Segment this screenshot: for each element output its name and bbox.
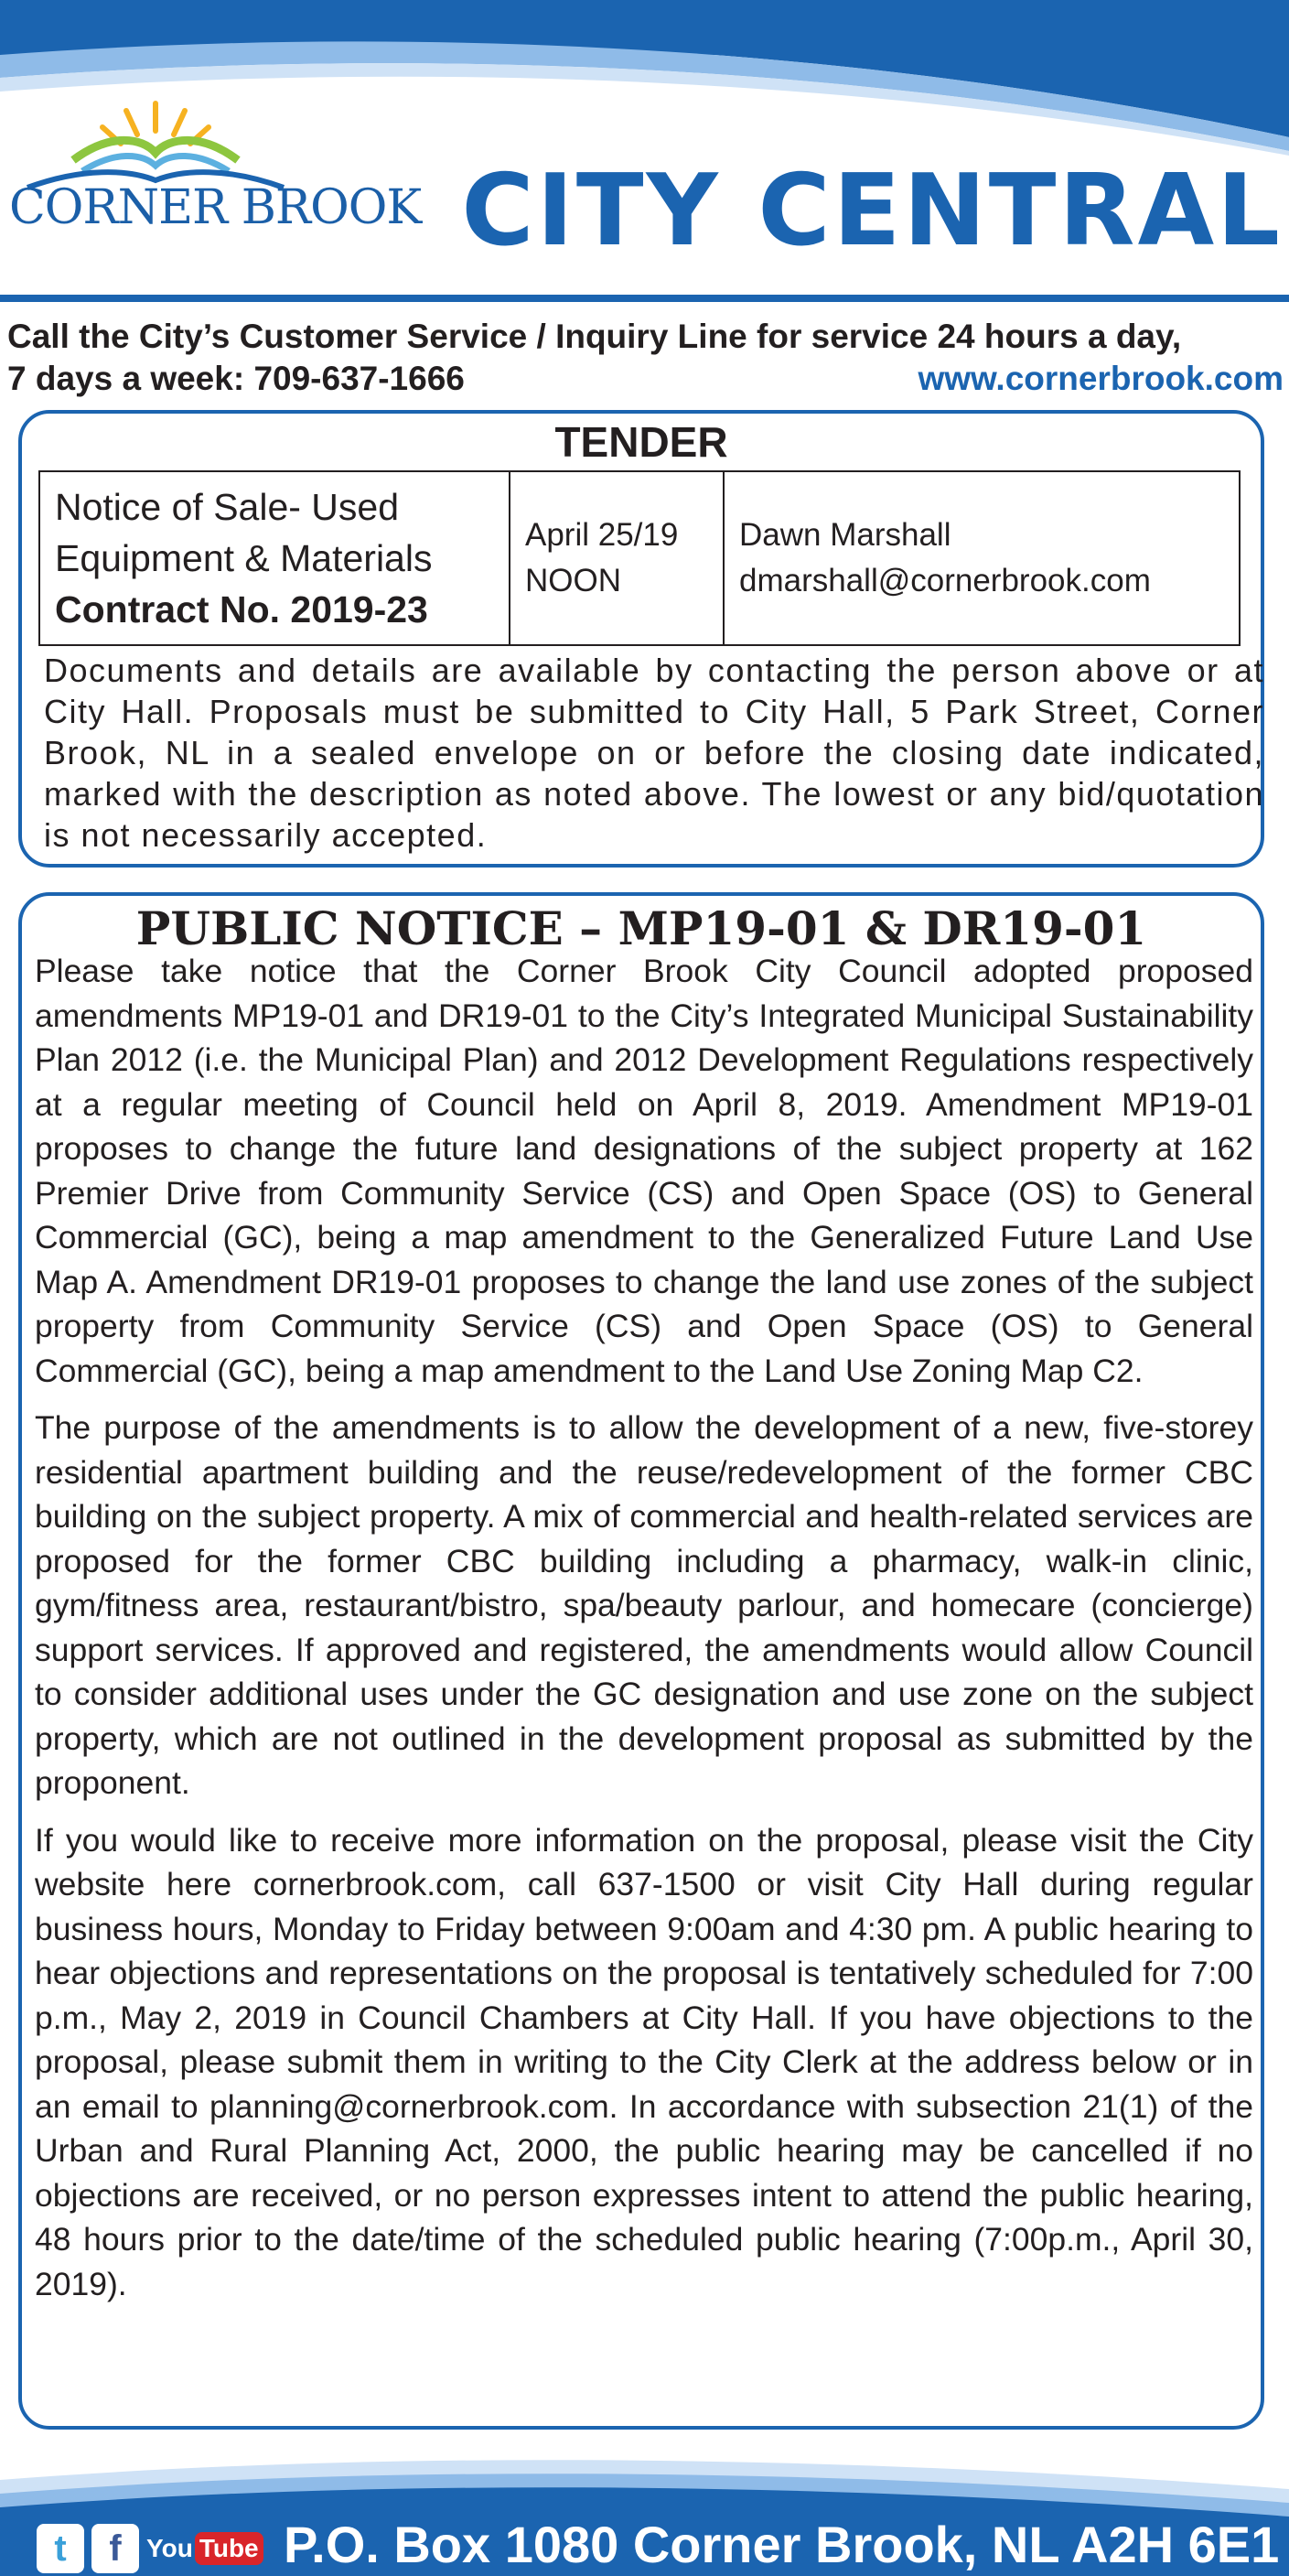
service-phone-text: 7 days a week: 709-637-1666 [7, 360, 465, 397]
tender-description-cell [39, 471, 510, 645]
public-notice-body [35, 949, 1253, 2319]
social-icons [37, 2524, 263, 2573]
twitter-icon[interactable]: t [37, 2524, 84, 2573]
closing-date: April 25/19 [525, 517, 679, 553]
public-notice-heading: PUBLIC NOTICE – MP19-01 & DR19-01 [135, 901, 1147, 955]
corner-brook-logo [9, 96, 439, 270]
notice-paragraph: Please take notice that the Corner Brook City Council adopted proposed amendments MP19-01 and DR19-01 to the City’s Integrated Municipal Sustainability Plan 2012 (i.e. the Municipal Plan) and 2012 Development Regulations respectively at a regular meeting of Council held on April 8, 2019. Amendment MP19-01 proposes to change the future land designations of the subject property at 162 Premier Drive from Community Service (CS) and Open Space (OS) to General Commercial (GC), being a map amendment to the Generalized Future Land Use Map A. Amendment DR19-01 proposes to change the land use zones of the subject property from Community Service (CS) and Open Space (OS) to General Commercial (GC), being a map amendment to the Land Use Zoning Map C2. [35, 953, 1253, 1389]
header-divider [0, 295, 1289, 302]
youtube-you-text: You [146, 2534, 193, 2562]
youtube-tube-text: Tube [195, 2532, 263, 2565]
table-row [39, 471, 1240, 645]
notice-paragraph: The purpose of the amendments is to allow the development of a new, five-storey residential apartment building and the reuse/redevelopment of the former CBC building on the subject property. A mix of commercial and health-related services are proposed for the former CBC building including a pharmacy, walk-in clinic, gym/fitness area, restaurant/bistro, spa/beauty parlour, and homecare (concierge) support services. If approved and registered, the amendments would allow Council to consider additional uses under the GC designation and use zone on the subject property, which are not outlined in the development proposal as submitted by the proponent. [35, 1409, 1253, 1801]
contact-name: Dawn Marshall [739, 517, 951, 553]
masthead-title: CITY CENTRAL [461, 154, 1283, 268]
tender-section [18, 410, 1264, 868]
tender-heading: TENDER [554, 418, 728, 466]
contact-cell [724, 471, 1240, 645]
mailing-address: P.O. Box 1080 Corner Brook, NL A2H 6E1 [284, 2516, 1280, 2573]
tender-description-line: Notice of Sale- Used [55, 486, 400, 528]
customer-service-line [7, 316, 1284, 400]
contact-email-link[interactable]: dmarshall@cornerbrook.com [739, 563, 1151, 598]
logo-wordmark: CORNER BROOK [9, 180, 422, 235]
tender-table [38, 470, 1241, 646]
public-notice-section [18, 892, 1264, 2430]
closing-time: NOON [525, 563, 621, 598]
notice-paragraph: If you would like to receive more information on the proposal, please visit the City website here cornerbrook.com, call 637-1500 or visit City Hall during regular business hours, Monday to Friday between 9:00am and 4:30 pm. A public hearing to hear objections and representations on the proposal is tentatively scheduled for 7:00 p.m., May 2, 2019 in Council Chambers at City Hall. If you have objections to the proposal, please submit them in writing to the City Clerk at the address below or in an email to planning@cornerbrook.com. In accordance with subsection 21(1) of the Urban and Rural Planning Act, 2000, the public hearing may be cancelled if no objections are received, or no person expresses intent to attend the public hearing, 48 hours prior to the date/time of the scheduled public hearing (7:00p.m., April 30, 2019). [35, 1821, 1253, 2302]
tender-description-line: Equipment & Materials [55, 537, 433, 579]
contract-number: Contract No. 2019-23 [55, 588, 428, 631]
service-line-text: Call the City’s Customer Service / Inquiry Line for service 24 hours a day, [7, 318, 1182, 355]
tender-details: Documents and details are available by contacting the person above or at City Hall. Proposals must be submitted to City Hall, 5 Park Street, Corner Brook, NL in a sealed envelope on or before the closing date indicated, marked with the description as noted above. The lowest or any bid/quotation is not necessarily accepted. [44, 652, 1264, 854]
website-link[interactable]: www.cornerbrook.com [918, 360, 1284, 397]
closing-date-cell [510, 471, 724, 645]
youtube-icon[interactable] [146, 2524, 263, 2573]
facebook-icon[interactable]: f [91, 2524, 139, 2573]
